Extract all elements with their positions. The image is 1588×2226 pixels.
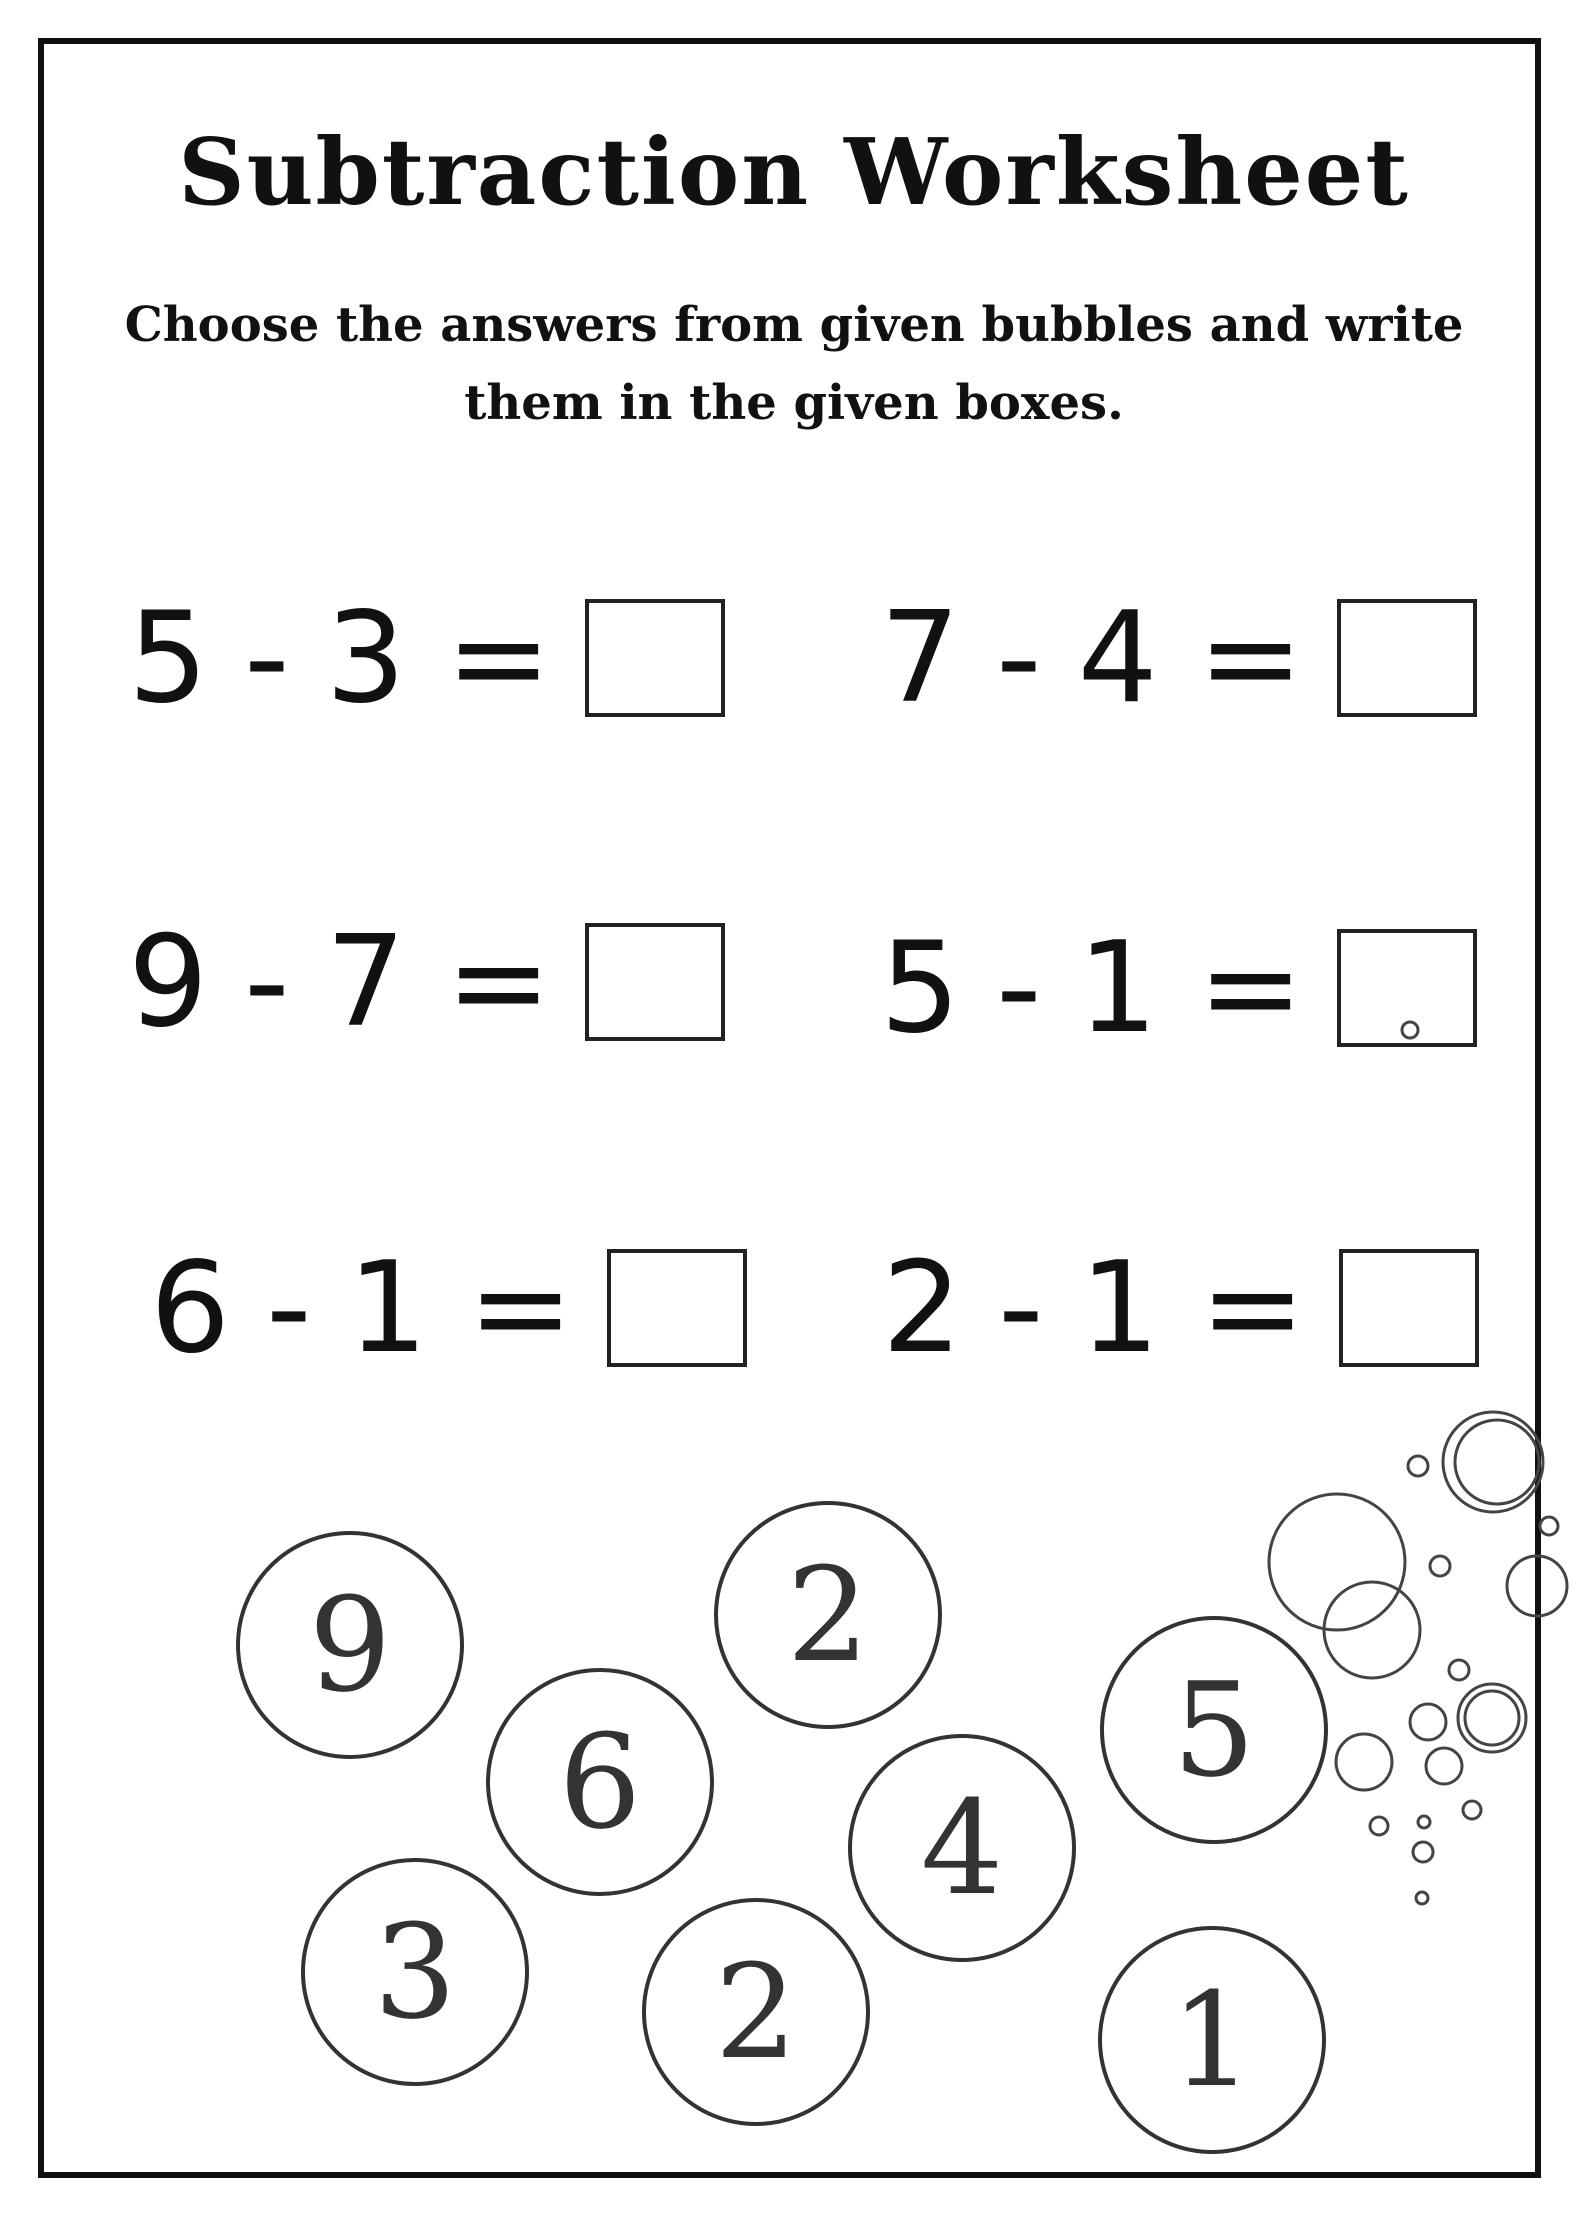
operand-a: 6 — [150, 1234, 231, 1381]
problem-5 — [150, 1234, 747, 1381]
answer-bubble-4[interactable] — [850, 1736, 1074, 1960]
worksheet-title: Subtraction Worksheet — [178, 118, 1410, 226]
answer-box[interactable] — [585, 923, 725, 1041]
minus-sign: - — [996, 584, 1042, 731]
answer-bubble-label: 6 — [558, 1706, 642, 1858]
answer-bubble-label: 2 — [714, 1936, 798, 2088]
problem-6 — [882, 1234, 1479, 1381]
answer-bubble-5[interactable] — [1102, 1618, 1326, 1842]
equals-sign: = — [1199, 1234, 1306, 1381]
operand-b: 7 — [325, 908, 406, 1055]
equals-sign: = — [445, 584, 552, 731]
equals-sign: = — [445, 908, 552, 1055]
equals-sign: = — [1197, 914, 1304, 1061]
answer-bubble-label: 5 — [1172, 1654, 1256, 1806]
minus-sign: - — [244, 908, 290, 1055]
worksheet-instructions: Choose the answers from given bubbles and write them in the given boxes. — [124, 297, 1464, 431]
problem-2 — [880, 584, 1477, 731]
answer-bubble-1[interactable] — [1100, 1928, 1324, 2152]
minus-sign: - — [244, 584, 290, 731]
minus-sign: - — [996, 914, 1042, 1061]
answer-bubble-2[interactable] — [716, 1503, 940, 1727]
answer-bubble-label: 2 — [786, 1539, 870, 1691]
answer-bubble-label: 4 — [920, 1772, 1004, 1924]
operand-b: 4 — [1077, 584, 1158, 731]
answer-box[interactable] — [607, 1249, 747, 1367]
deco-bubble-icon — [1540, 1517, 1558, 1535]
answer-box[interactable] — [1337, 599, 1477, 717]
answer-bubble-6[interactable] — [488, 1670, 712, 1894]
answer-bubble-3[interactable] — [303, 1860, 527, 2084]
minus-sign: - — [998, 1234, 1044, 1381]
operand-b: 1 — [1077, 914, 1158, 1061]
operand-a: 5 — [880, 914, 961, 1061]
answer-bubble-label: 3 — [373, 1896, 457, 2048]
equals-sign: = — [467, 1234, 574, 1381]
problem-1 — [128, 584, 725, 731]
operand-b: 3 — [325, 584, 406, 731]
answer-bubble-2-second[interactable] — [644, 1900, 868, 2124]
problem-3 — [128, 908, 725, 1055]
answer-bubble-label: 9 — [308, 1569, 392, 1721]
answer-bubble-9[interactable] — [238, 1533, 462, 1757]
minus-sign: - — [266, 1234, 312, 1381]
operand-a: 2 — [882, 1234, 963, 1381]
answer-bubble-label: 1 — [1170, 1964, 1254, 2116]
operand-a: 9 — [128, 908, 209, 1055]
problem-4 — [880, 914, 1477, 1061]
answer-box[interactable] — [1339, 1249, 1479, 1367]
answer-box[interactable] — [585, 599, 725, 717]
operand-a: 7 — [880, 584, 961, 731]
answer-box[interactable] — [1337, 929, 1477, 1047]
operand-a: 5 — [128, 584, 209, 731]
equals-sign: = — [1197, 584, 1304, 731]
operand-b: 1 — [347, 1234, 428, 1381]
operand-b: 1 — [1079, 1234, 1160, 1381]
